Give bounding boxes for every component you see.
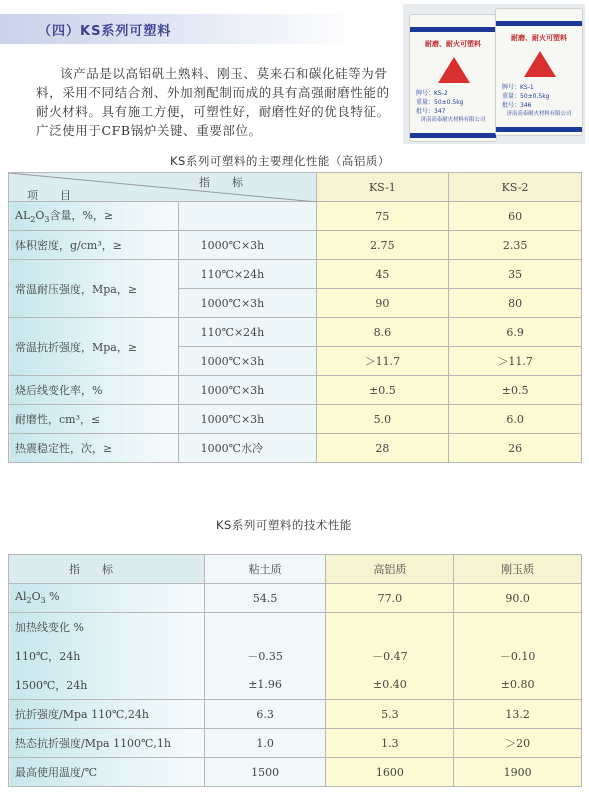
table2-value: ±0.80 xyxy=(454,671,582,700)
table1-cond: 1000℃×3h xyxy=(178,289,316,318)
table2-value xyxy=(454,613,582,642)
table1-value: ±0.5 xyxy=(449,376,582,405)
table2-value: ±0.40 xyxy=(326,671,454,700)
table2-value: 1.3 xyxy=(326,729,454,758)
intro-line: 广泛使用于CFB锅炉关键、重要部位。 xyxy=(36,123,262,138)
table1-header-index-cell xyxy=(9,173,317,202)
table2-header-col: 高铝质 xyxy=(326,555,454,584)
table1-value: 60 xyxy=(449,202,582,231)
table1-cond: 110℃×24h xyxy=(178,260,316,289)
table2-value: 90.0 xyxy=(454,584,582,613)
table1 xyxy=(8,172,582,463)
table2-value: －0.35 xyxy=(204,642,326,671)
table2-header-index: 指 标 xyxy=(9,555,205,584)
table2-header-row xyxy=(9,555,582,584)
table1-value: 80 xyxy=(449,289,582,318)
table-row xyxy=(9,758,582,787)
table2-value: 1.0 xyxy=(204,729,326,758)
table1-item: 热震稳定性，次，≥ xyxy=(9,434,179,463)
table1-cond: 1000℃水冷 xyxy=(178,434,316,463)
table2-value: ＞20 xyxy=(454,729,582,758)
table1-value: 35 xyxy=(449,260,582,289)
product-photo xyxy=(403,4,585,144)
table-row xyxy=(9,260,582,289)
bag-info: 牌号：KS-2 重量：50±0.5kg 批号：347 xyxy=(416,90,464,115)
table1-value: ±0.5 xyxy=(316,376,449,405)
table2-value: －0.10 xyxy=(454,642,582,671)
table-row xyxy=(9,584,582,613)
table2-label: 1500℃，24h xyxy=(9,671,205,700)
table2-value: 54.5 xyxy=(204,584,326,613)
table2-label: $Al_2O_3$ % xyxy=(9,584,205,613)
table1-caption: KS系列可塑料的主要理化性能（高铝质） xyxy=(170,154,390,168)
table2-header-col: 刚玉质 xyxy=(454,555,582,584)
table1-item: $AL_2O_3$含量，%，≥ xyxy=(9,202,179,231)
table2-label: 热态抗折强度/Mpa 1100℃,1h xyxy=(9,729,205,758)
table2-value: 1500 xyxy=(204,758,326,787)
intro-line: 该产品是以高铝矾土熟料、刚玉、莫来石和碳化硅等为骨 xyxy=(60,66,388,81)
bag-product-name: 耐磨、耐火可塑料 xyxy=(425,40,481,48)
bag-company: 济南高泰耐火材料有限公司 xyxy=(506,111,572,117)
table-row xyxy=(9,700,582,729)
table2 xyxy=(8,554,582,787)
table2-label: 最高使用温度/℃ xyxy=(9,758,205,787)
table1-cond: 1000℃×3h xyxy=(178,376,316,405)
table1-header-col: KS-2 xyxy=(449,173,582,202)
table1-value: 45 xyxy=(316,260,449,289)
table-row xyxy=(9,613,582,642)
table1-header-row xyxy=(9,173,582,202)
table1-item: 常温耐压强度，Mpa，≥ xyxy=(9,260,179,318)
table2-value: 1900 xyxy=(454,758,582,787)
table1-item: 常温抗折强度，Mpa，≥ xyxy=(9,318,179,376)
table2-value: 5.3 xyxy=(326,700,454,729)
table1-item: 耐磨性，cm³，≤ xyxy=(9,405,179,434)
table1-value: 6.0 xyxy=(449,405,582,434)
table1-header-col: KS-1 xyxy=(316,173,449,202)
table2-header-col: 粘土质 xyxy=(204,555,326,584)
table1-header-index: 指 标 xyxy=(199,176,243,189)
table2-value: ±1.96 xyxy=(204,671,326,700)
table1-value: 6.9 xyxy=(449,318,582,347)
table2-value: －0.47 xyxy=(326,642,454,671)
table1-item: 体积密度，g/cm³，≥ xyxy=(9,231,179,260)
table1-value: ＞11.7 xyxy=(316,347,449,376)
table1-cond: 1000℃×3h xyxy=(178,405,316,434)
intro-line: 耐火材料。具有施工方便，可塑性好，耐磨性好的优良特征。 xyxy=(36,104,390,119)
table2-caption: KS系列可塑料的技术性能 xyxy=(216,518,352,532)
bag-info: 牌号：KS-1 重量：50±0.5kg 批号：346 xyxy=(502,84,550,109)
bag-company: 济南高泰耐火材料有限公司 xyxy=(420,117,486,123)
product-bag xyxy=(495,8,583,136)
table-row xyxy=(9,642,582,671)
table-row xyxy=(9,376,582,405)
table-row xyxy=(9,405,582,434)
warning-triangle-icon xyxy=(524,51,556,77)
table2-value: 77.0 xyxy=(326,584,454,613)
table2-value: 6.3 xyxy=(204,700,326,729)
table-row xyxy=(9,434,582,463)
table2-value xyxy=(326,613,454,642)
product-bag xyxy=(409,14,497,142)
table1-value: 2.35 xyxy=(449,231,582,260)
table1-item: 烧后线变化率，% xyxy=(9,376,179,405)
table2-label: 抗折强度/Mpa 110℃,24h xyxy=(9,700,205,729)
intro-line: 料，采用不同结合剂、外加剂配制而成的具有高强耐磨性能的 xyxy=(36,85,390,100)
table1-value: 5.0 xyxy=(316,405,449,434)
table2-value: 13.2 xyxy=(454,700,582,729)
intro-paragraph xyxy=(36,64,406,140)
table-row xyxy=(9,202,582,231)
table1-cond: 110℃×24h xyxy=(178,318,316,347)
table-row xyxy=(9,729,582,758)
bag-product-name: 耐磨、耐火可塑料 xyxy=(511,34,567,42)
table1-value: 75 xyxy=(316,202,449,231)
table2-value xyxy=(204,613,326,642)
table-row xyxy=(9,671,582,700)
table1-value: 28 xyxy=(316,434,449,463)
table1-value: 26 xyxy=(449,434,582,463)
table1-value: 2.75 xyxy=(316,231,449,260)
table-row xyxy=(9,231,582,260)
table1-header-item: 项 目 xyxy=(27,189,71,202)
table1-cond xyxy=(178,202,316,231)
table2-label: 110℃，24h xyxy=(9,642,205,671)
table2-value: 1600 xyxy=(326,758,454,787)
section-title: （四）KS系列可塑料 xyxy=(38,24,172,39)
table2-label: 加热线变化 % xyxy=(9,613,205,642)
table1-value: 8.6 xyxy=(316,318,449,347)
table1-cond: 1000℃×3h xyxy=(178,347,316,376)
warning-triangle-icon xyxy=(438,57,470,83)
table-row xyxy=(9,318,582,347)
table1-value: ＞11.7 xyxy=(449,347,582,376)
table1-cond: 1000℃×3h xyxy=(178,231,316,260)
table1-value: 90 xyxy=(316,289,449,318)
